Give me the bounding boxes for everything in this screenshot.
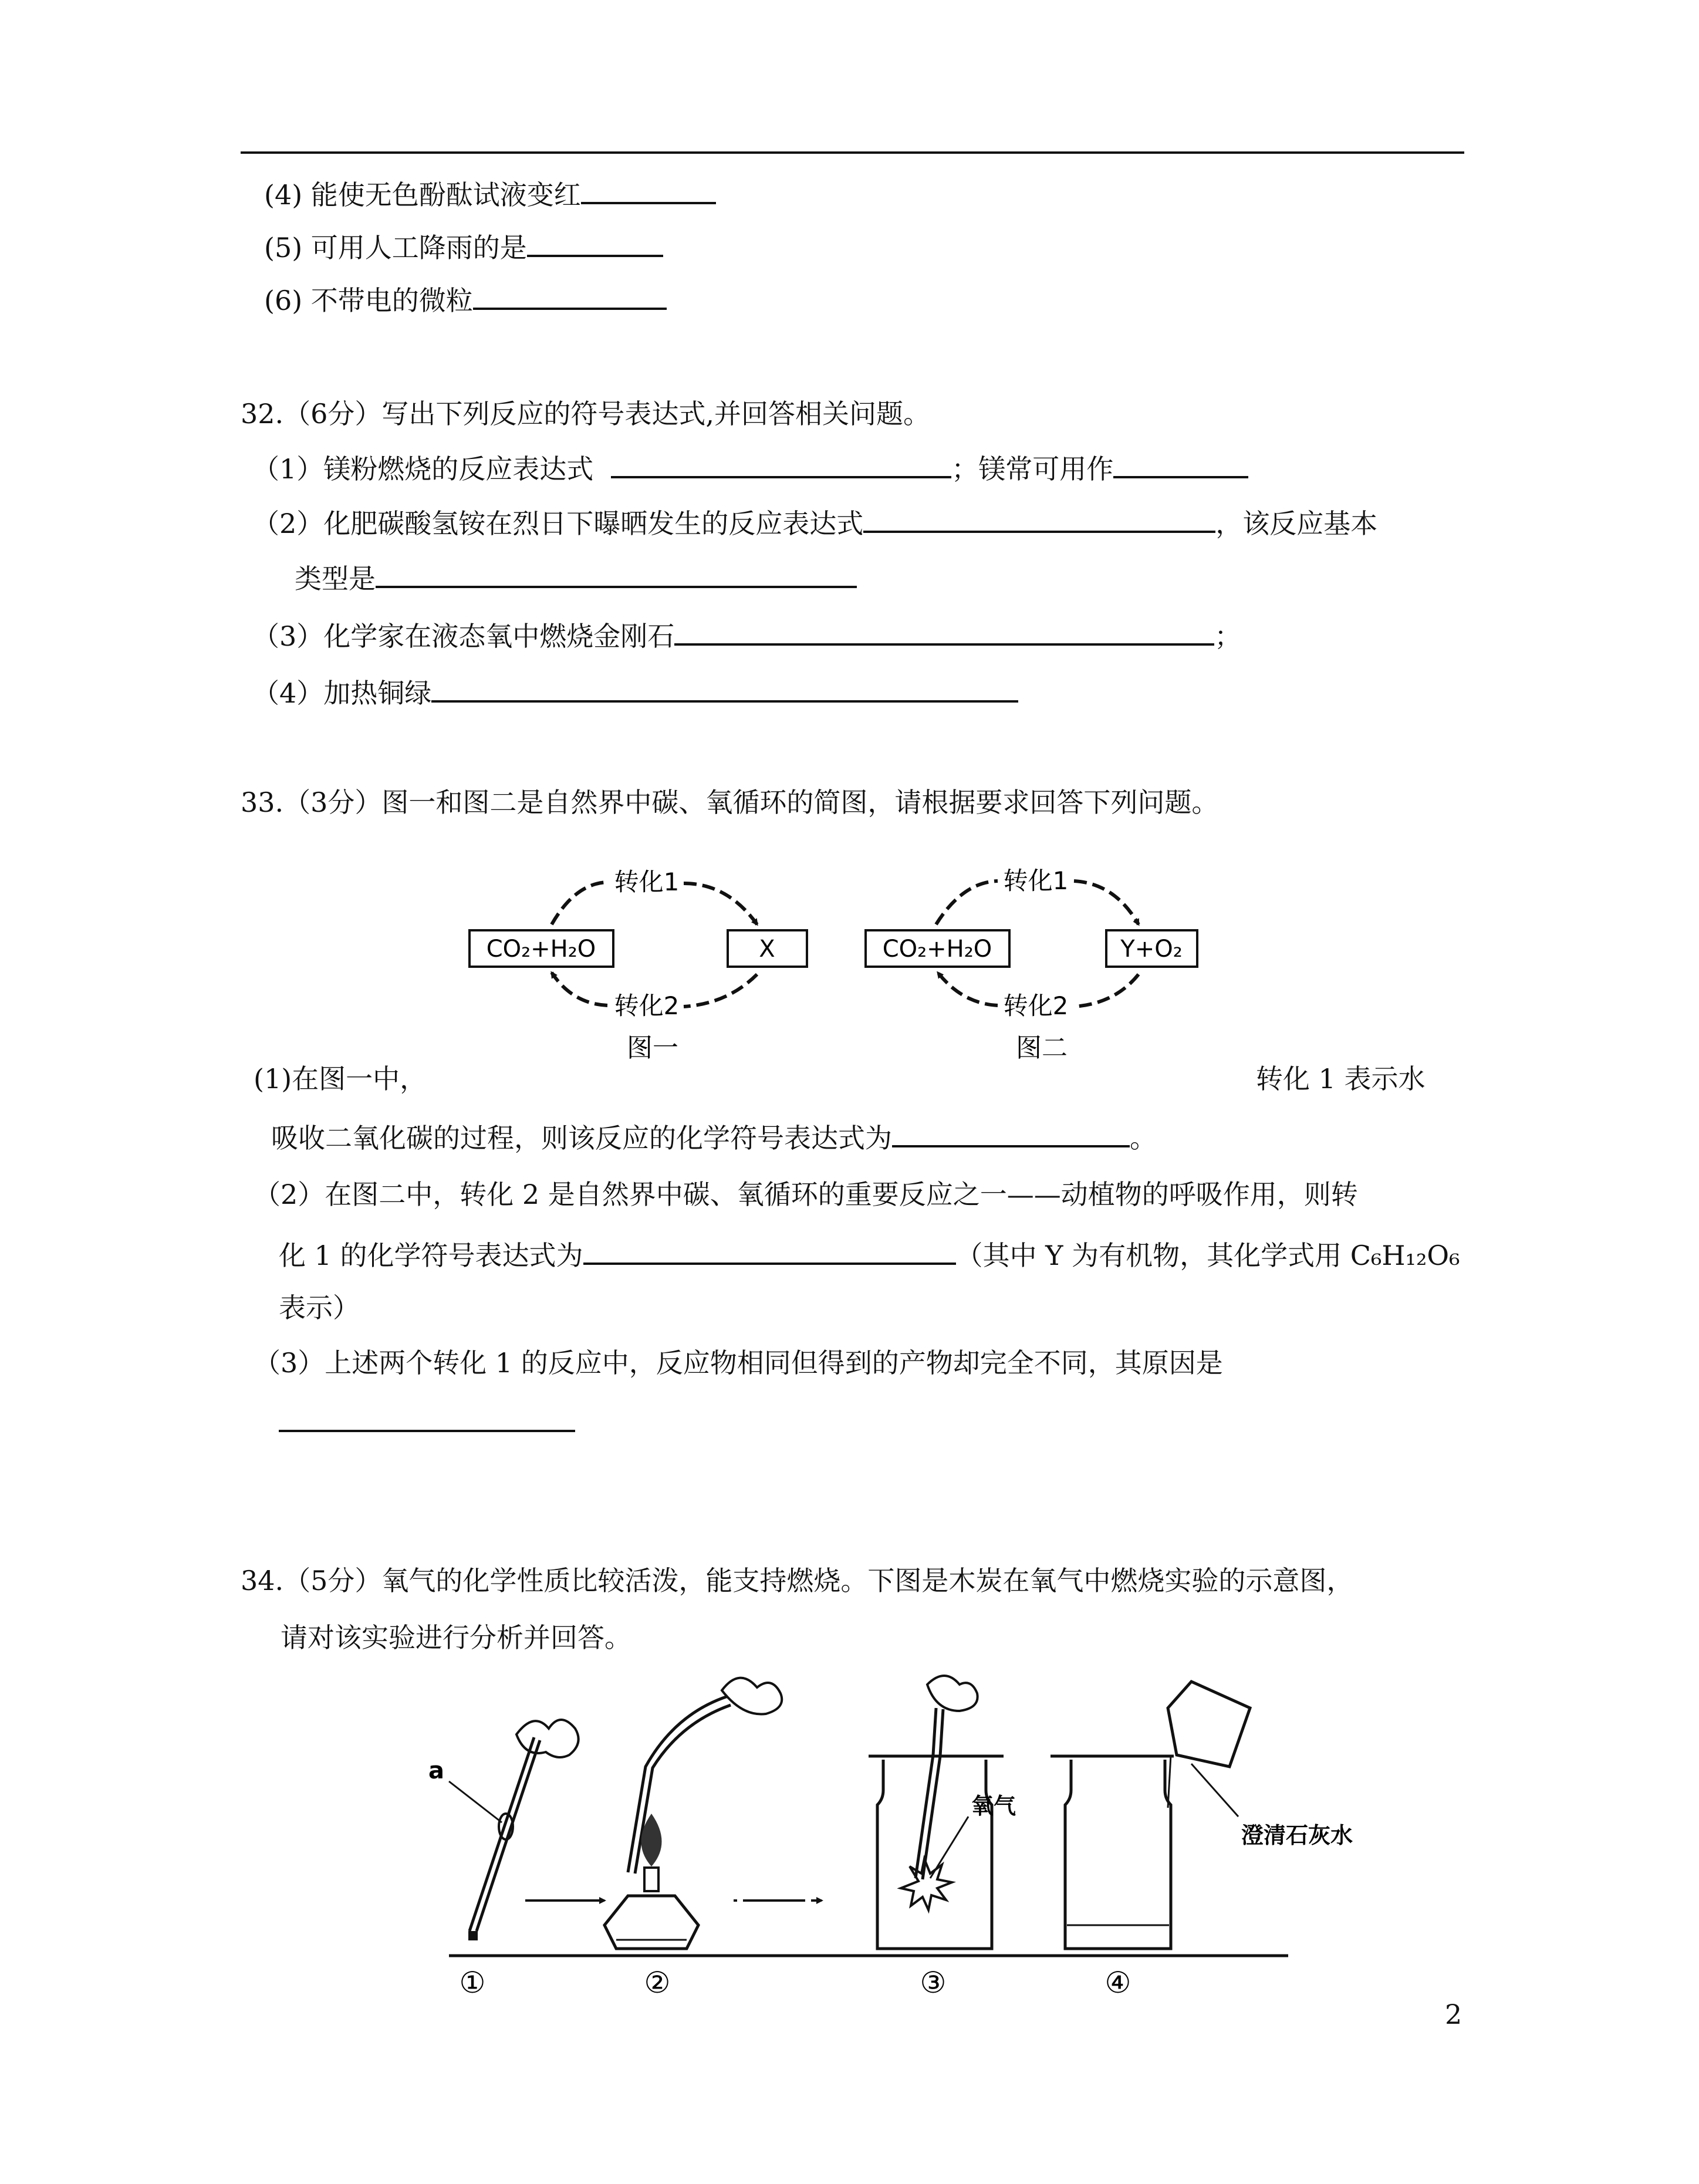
fig2-right-box-label: Y+O₂ bbox=[1120, 936, 1183, 963]
jar-icon bbox=[1065, 1760, 1171, 1949]
q31-item-6: (6) 不带电的微粒 bbox=[264, 281, 667, 318]
answer-blank[interactable] bbox=[376, 559, 857, 588]
q33-item-2-end: 表示） bbox=[279, 1292, 360, 1324]
answer-blank[interactable] bbox=[611, 449, 951, 478]
answer-blank[interactable] bbox=[892, 1118, 1130, 1147]
q32-item-4: （4）加热铜绿 bbox=[252, 673, 1018, 711]
figure-2-diagram bbox=[866, 866, 1197, 1063]
charcoal-icon bbox=[468, 1931, 478, 1940]
q34-header-cont: 请对该实验进行分析并回答。 bbox=[281, 1622, 631, 1653]
q32-header: 32.（6分）写出下列反应的符号表达式,并回答相关问题。 bbox=[241, 398, 931, 430]
figure-1-diagram bbox=[469, 867, 807, 1063]
answer-blank[interactable] bbox=[1113, 449, 1248, 478]
beaker-icon bbox=[1168, 1682, 1250, 1767]
step-number-1: ① bbox=[459, 1966, 486, 2000]
charcoal-combustion-experiment bbox=[323, 1673, 1391, 2001]
label-oxygen: 氧气 bbox=[971, 1793, 1016, 1819]
answer-blank[interactable] bbox=[431, 673, 1018, 703]
fig2-left-box-label: CO₂+H₂O bbox=[882, 936, 992, 963]
answer-blank[interactable] bbox=[527, 228, 663, 257]
q32-item-2: （2）化肥碳酸氢铵在烈日下曝晒发生的反应表达式 ，该反应基本 bbox=[252, 504, 1377, 541]
hand-icon bbox=[927, 1676, 978, 1711]
step-4-limewater-jar bbox=[1051, 1682, 1353, 1949]
fig1-caption: 图一 bbox=[627, 1033, 678, 1063]
hand-icon bbox=[516, 1720, 579, 1757]
fig1-top-arrow-left bbox=[552, 882, 607, 924]
q33-item-3-answer bbox=[279, 1403, 575, 1440]
q33-item-2: （2）在图二中，转化 2 是自然界中碳、氧循环的重要反应之一——动植物的呼吸作用，则转 bbox=[254, 1179, 1358, 1210]
q33-item-1-cont: 吸收二氧化碳的过程，则该反应的化学符号表达式为 。 bbox=[271, 1118, 1157, 1156]
q33-item-3: （3）上述两个转化 1 的反应中，反应物相同但得到的产物却完全不同，其原因是 bbox=[254, 1347, 1223, 1379]
fig1-right-box-label: X bbox=[759, 936, 775, 963]
hand-icon bbox=[722, 1678, 782, 1714]
answer-blank[interactable] bbox=[674, 616, 1214, 646]
fig1-top-label: 转化1 bbox=[614, 867, 680, 896]
fig1-bottom-label: 转化2 bbox=[614, 991, 680, 1020]
fig2-bottom-label: 转化2 bbox=[1003, 991, 1069, 1020]
fig2-bottom-arrow bbox=[938, 973, 998, 1005]
carbon-oxygen-cycle-diagrams bbox=[464, 866, 1215, 1089]
q32-item-2-cont: 类型是 bbox=[295, 559, 857, 596]
step-number-4: ④ bbox=[1104, 1966, 1131, 2000]
answer-blank[interactable] bbox=[583, 1236, 956, 1265]
q33-item-1-right: 转化 1 表示水 bbox=[1256, 1063, 1426, 1095]
fig2-caption: 图二 bbox=[1016, 1033, 1068, 1063]
step-2-alcohol-lamp bbox=[604, 1678, 782, 1949]
q33-item-1: (1)在图一中， bbox=[254, 1063, 427, 1095]
q32-item-3: （3）化学家在液态氧中燃烧金刚石 ； bbox=[252, 616, 1241, 654]
answer-blank[interactable] bbox=[279, 1403, 575, 1432]
step-number-2: ② bbox=[644, 1966, 671, 2000]
answer-blank[interactable] bbox=[581, 175, 716, 204]
step-3-oxygen-jar bbox=[869, 1676, 1016, 1949]
fig1-bottom-arrow-right bbox=[684, 974, 757, 1007]
q32-item-1: （1）镁粉燃烧的反应表达式 ；镁常可用作 bbox=[252, 449, 1248, 487]
q34-header: 34.（5分）氧气的化学性质比较活泼，能支持燃烧。下图是木炭在氧气中燃烧实验的示意图， bbox=[241, 1565, 1354, 1596]
label-a: a bbox=[428, 1757, 444, 1784]
fig2-bottom-arrow-right bbox=[1074, 974, 1139, 1007]
fig2-top-arrow bbox=[1074, 881, 1139, 924]
fig2-top-arrow-left bbox=[936, 881, 998, 924]
q33-item-2-cont: 化 1 的化学符号表达式为 （其中 Y 为有机物，其化学式用 C₆H₁₂O₆ bbox=[279, 1236, 1460, 1273]
label-limewater: 澄清石灰水 bbox=[1241, 1822, 1353, 1848]
step-1-tongs bbox=[428, 1720, 579, 1940]
fig1-bottom-arrow bbox=[552, 973, 607, 1005]
q31-item-5: (5) 可用人工降雨的是 bbox=[264, 228, 663, 265]
fig1-top-arrow bbox=[684, 883, 757, 924]
q31-item-4: (4) 能使无色酚酞试液变红 bbox=[264, 175, 716, 212]
header-rule bbox=[241, 151, 1464, 154]
fig2-top-label: 转化1 bbox=[1003, 866, 1069, 895]
fig1-left-box-label: CO₂+H₂O bbox=[486, 936, 596, 963]
step-number-3: ③ bbox=[920, 1966, 947, 2000]
burning-spark-icon bbox=[901, 1859, 952, 1910]
tongs-icon bbox=[469, 1737, 534, 1931]
answer-blank[interactable] bbox=[473, 281, 667, 310]
q33-header: 33.（3分）图一和图二是自然界中碳、氧循环的简图，请根据要求回答下列问题。 bbox=[241, 786, 1219, 818]
page-number: 2 bbox=[1445, 1999, 1462, 2030]
answer-blank[interactable] bbox=[863, 504, 1215, 533]
